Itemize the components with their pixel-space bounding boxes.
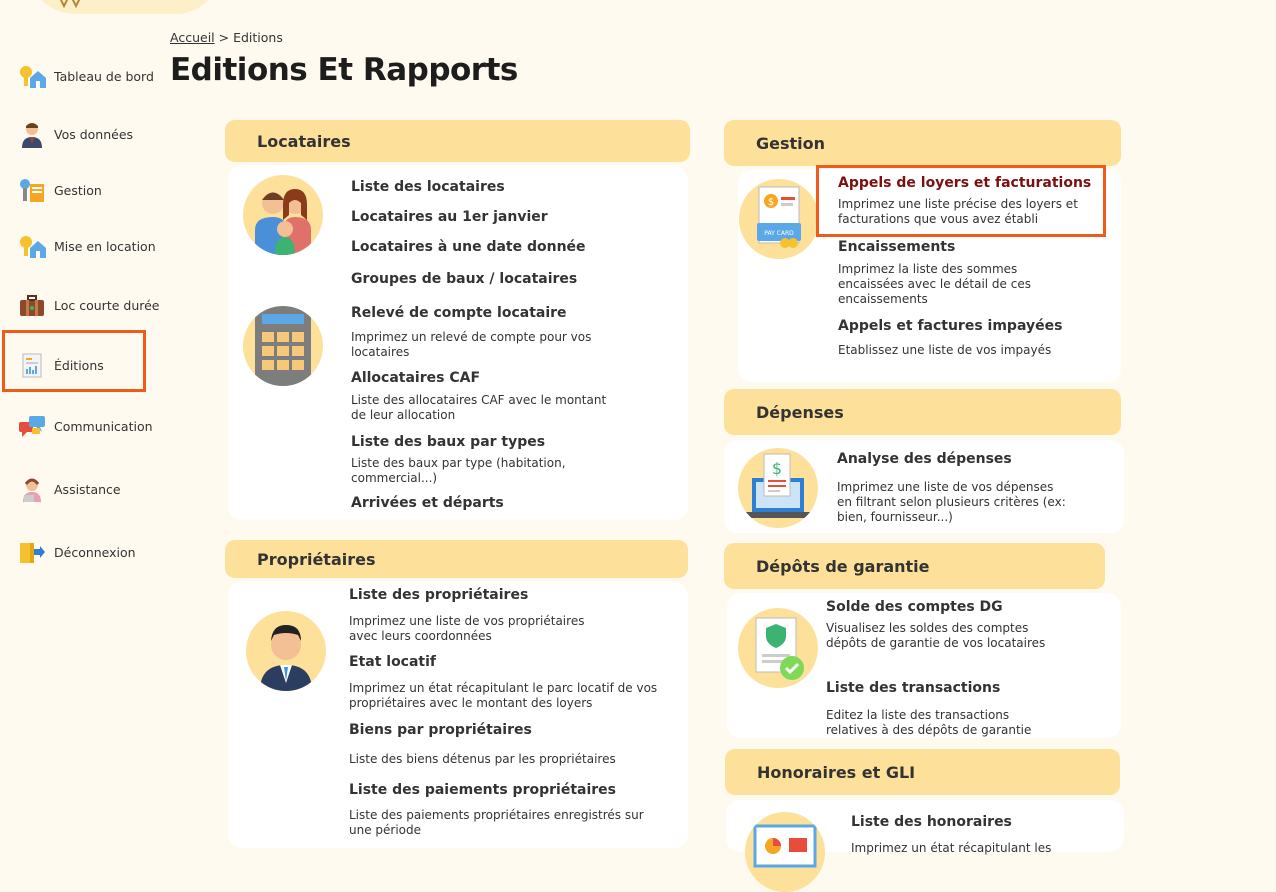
link-arrivees-et-departs[interactable]: Arrivées et départs [351,495,504,511]
desc-allocataires-caf: Liste des allocataires CAF avec le montant de leur allocation [351,393,607,422]
breadcrumb-home-link[interactable]: Accueil [170,30,215,45]
support-agent-icon [18,475,46,503]
calculator-icon [243,306,323,386]
svg-text:$: $ [767,197,775,208]
sidebar-item-label: Vos données [54,126,134,142]
sidebar-item-gestion[interactable] [18,176,102,204]
link-analyse-des-depenses[interactable]: Analyse des dépenses [837,451,1012,467]
card-label: PAY CARD [764,230,794,237]
section-proprietaires-header: Propriétaires [225,540,688,578]
tools-icon [18,176,46,204]
sidebar-item-mise-en-location[interactable] [18,232,156,260]
link-groupes-de-baux[interactable]: Groupes de baux / locataires [351,271,578,287]
sidebar-item-communication[interactable] [18,412,153,440]
desc-solde-des-comptes-dg: Visualisez les soldes des comptes dépôts de garantie de vos locataires [826,621,1046,650]
link-allocataires-caf[interactable]: Allocataires CAF [351,370,481,386]
desc-liste-des-proprietaires: Imprimez une liste de vos propriétaires avec leurs coordonnées [349,614,585,643]
link-locataires-date-donnee[interactable]: Locataires à une date donnée [351,239,586,255]
sidebar-item-assistance[interactable] [18,475,121,503]
desc-baux-par-types: Liste des baux par type (habitation, commercial...) [351,456,566,485]
active-sidebar-highlight [2,330,146,392]
link-paiements-proprietaires[interactable]: Liste des paiements propriétaires [349,782,616,798]
sidebar-item-deconnexion[interactable] [18,538,136,566]
link-liste-des-proprietaires[interactable]: Liste des propriétaires [349,587,529,603]
desc-biens-par-proprietaires: Liste des biens détenus par les propriétaires [349,752,616,766]
owner-avatar-icon [246,611,326,691]
suitcase-icon [18,291,46,319]
link-baux-par-types[interactable]: Liste des baux par types [351,434,546,450]
sidebar-item-label: Loc courte durée [54,297,160,313]
desc-encaissements: Imprimez la liste des sommes encaissées avec le détail de ces encaissements [838,262,1031,306]
link-liste-des-honoraires[interactable]: Liste des honoraires [851,814,1012,830]
link-biens-par-proprietaires[interactable]: Biens par propriétaires [349,722,532,738]
fees-chart-icon [745,812,825,892]
sidebar-item-label: Éditions [54,357,104,373]
breadcrumb [170,30,283,45]
sidebar-item-label: Gestion [54,182,102,198]
desc-paiements-proprietaires: Liste des paiements propriétaires enregistrés sur une période [349,808,644,837]
link-solde-des-comptes-dg[interactable]: Solde des comptes DG [826,599,1003,615]
expense-laptop-icon [738,448,818,528]
sidebar-item-vos-donnees[interactable] [18,120,133,148]
link-liste-des-locataires[interactable]: Liste des locataires [351,179,505,195]
link-appels-factures-impayees[interactable]: Appels et factures impayées [838,318,1063,334]
user-icon [18,120,46,148]
sidebar-item-label: Communication [54,418,153,434]
invoice-icon [739,179,819,259]
link-liste-des-transactions[interactable]: Liste des transactions [826,680,1001,696]
sidebar-item-label: Mise en location [54,238,156,254]
link-locataires-1er-janvier[interactable]: Locataires au 1er janvier [351,209,548,225]
house-key-icon [18,62,46,90]
section-honoraires-header: Honoraires et GLI [725,749,1120,795]
desc-appels-factures-impayees: Etablissez une liste de vos impayés [838,343,1052,357]
sidebar-item-label: Déconnexion [54,544,136,560]
link-encaissements[interactable]: Encaissements [838,239,956,255]
desc-releve-de-compte: Imprimez un relevé de compte pour vos locataires [351,330,592,359]
desc-appels-de-loyers: Imprimez une liste précise des loyers et facturations que vous avez établi [838,197,1078,226]
logout-icon [18,538,46,566]
sidebar-item-tableau-de-bord[interactable] [18,62,154,90]
link-releve-de-compte[interactable]: Relevé de compte locataire [351,305,567,321]
sidebar-item-label: Assistance [54,481,121,497]
guarantee-shield-icon [738,608,818,688]
breadcrumb-separator: > [218,30,230,45]
link-appels-de-loyers[interactable]: Appels de loyers et facturations [838,175,1092,191]
desc-liste-des-honoraires: Imprimez un état récapitulant les [851,841,1052,855]
section-gestion-header: Gestion [724,120,1121,166]
logo[interactable] [30,0,220,14]
svg-text:$: $ [771,459,783,478]
sidebar-item-label: Tableau de bord [54,68,154,84]
section-depots-header: Dépôts de garantie [724,543,1105,589]
family-icon [243,175,323,255]
desc-etat-locatif: Imprimez un état récapitulant le parc locatif de vos propriétaires avec le montant des loyers [349,681,658,710]
section-depenses-header: Dépenses [724,389,1121,435]
section-locataires-header: Locataires [225,120,690,162]
breadcrumb-current: Editions [233,30,283,45]
house-key-icon [18,232,46,260]
desc-analyse-des-depenses: Imprimez une liste de vos dépenses en filtrant selon plusieurs critères (ex: bien, fournisseur...) [837,480,1066,524]
link-etat-locatif[interactable]: Etat locatif [349,654,437,670]
desc-liste-des-transactions: Editez la liste des transactions relatives à des dépôts de garantie [826,708,1032,737]
sidebar-item-loc-courte-duree[interactable] [18,291,160,319]
chat-bubbles-icon [18,412,46,440]
page-title: Editions Et Rapports [170,52,518,88]
